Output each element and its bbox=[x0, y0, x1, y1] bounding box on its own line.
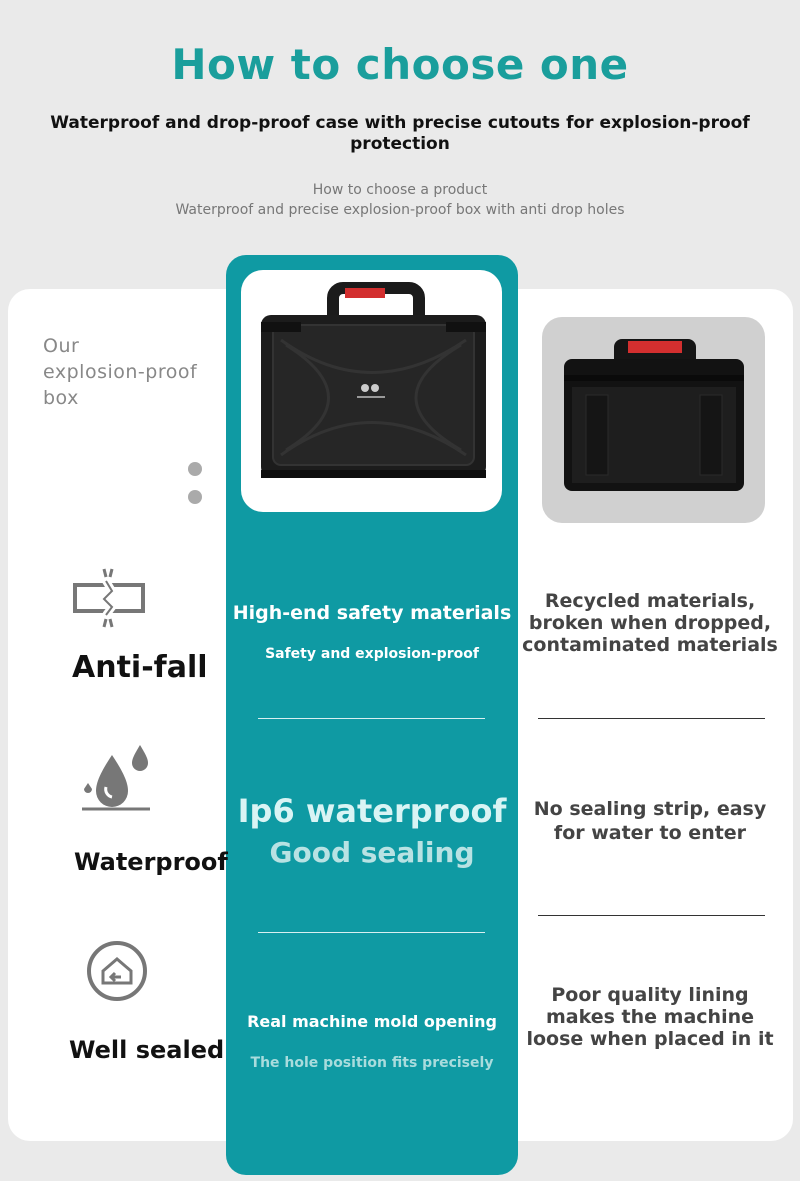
broken-box-icon bbox=[72, 567, 148, 633]
feature-name-anti-fall: Anti-fall bbox=[72, 650, 208, 685]
black-case-illustration bbox=[241, 270, 502, 512]
our-case-image bbox=[241, 270, 502, 512]
ours-waterproof-sub: Good sealing bbox=[269, 836, 475, 869]
other-sealed-line-2: makes the machine bbox=[546, 1006, 754, 1028]
water-drops-icon bbox=[80, 743, 152, 817]
divider bbox=[538, 915, 765, 916]
page-title: How to choose one bbox=[171, 40, 629, 89]
divider bbox=[538, 718, 765, 719]
page-subtitle: Waterproof and drop-proof case with precise cutouts for explosion-proof protection bbox=[50, 113, 750, 154]
other-anti-fall-line-1: Recycled materials, bbox=[544, 590, 756, 612]
ours-anti-fall-sub: Safety and explosion-proof bbox=[265, 646, 479, 662]
ours-waterproof-main: Ip6 waterproof bbox=[237, 792, 507, 830]
other-sealed-text bbox=[520, 984, 780, 1050]
ours-sealed-sub: The hole position fits precisely bbox=[250, 1055, 494, 1071]
cheap-case-illustration bbox=[542, 317, 765, 523]
pager-dot bbox=[188, 490, 202, 504]
feature-name-well-sealed: Well sealed bbox=[69, 1036, 225, 1064]
other-sealed-line-1: Poor quality lining bbox=[551, 984, 749, 1006]
divider bbox=[258, 718, 485, 719]
other-waterproof-line-1: No sealing strip, easy bbox=[533, 798, 767, 820]
our-label-line-2: explosion-proof bbox=[43, 361, 198, 383]
our-label-line-3: box bbox=[43, 387, 79, 409]
ours-anti-fall-main: High-end safety materials bbox=[232, 602, 512, 624]
our-label-line-1: Our bbox=[43, 335, 80, 357]
pager-dot bbox=[188, 462, 202, 476]
our-box-label bbox=[43, 333, 223, 411]
ours-sealed-main: Real machine mold opening bbox=[247, 1012, 497, 1031]
caption-line-1: How to choose a product bbox=[312, 182, 488, 198]
sealed-house-icon bbox=[85, 939, 149, 1007]
feature-name-waterproof: Waterproof bbox=[74, 848, 228, 876]
divider bbox=[258, 932, 485, 933]
other-anti-fall-line-3: contaminated materials bbox=[522, 634, 778, 656]
other-waterproof-line-2: for water to enter bbox=[553, 822, 747, 844]
other-sealed-line-3: loose when placed in it bbox=[526, 1028, 774, 1050]
other-case-image bbox=[542, 317, 765, 523]
caption-line-2: Waterproof and precise explosion-proof box with anti drop holes bbox=[175, 202, 625, 218]
other-waterproof-text bbox=[520, 797, 780, 845]
other-anti-fall-text bbox=[520, 590, 780, 656]
other-anti-fall-line-2: broken when dropped, bbox=[528, 612, 772, 634]
